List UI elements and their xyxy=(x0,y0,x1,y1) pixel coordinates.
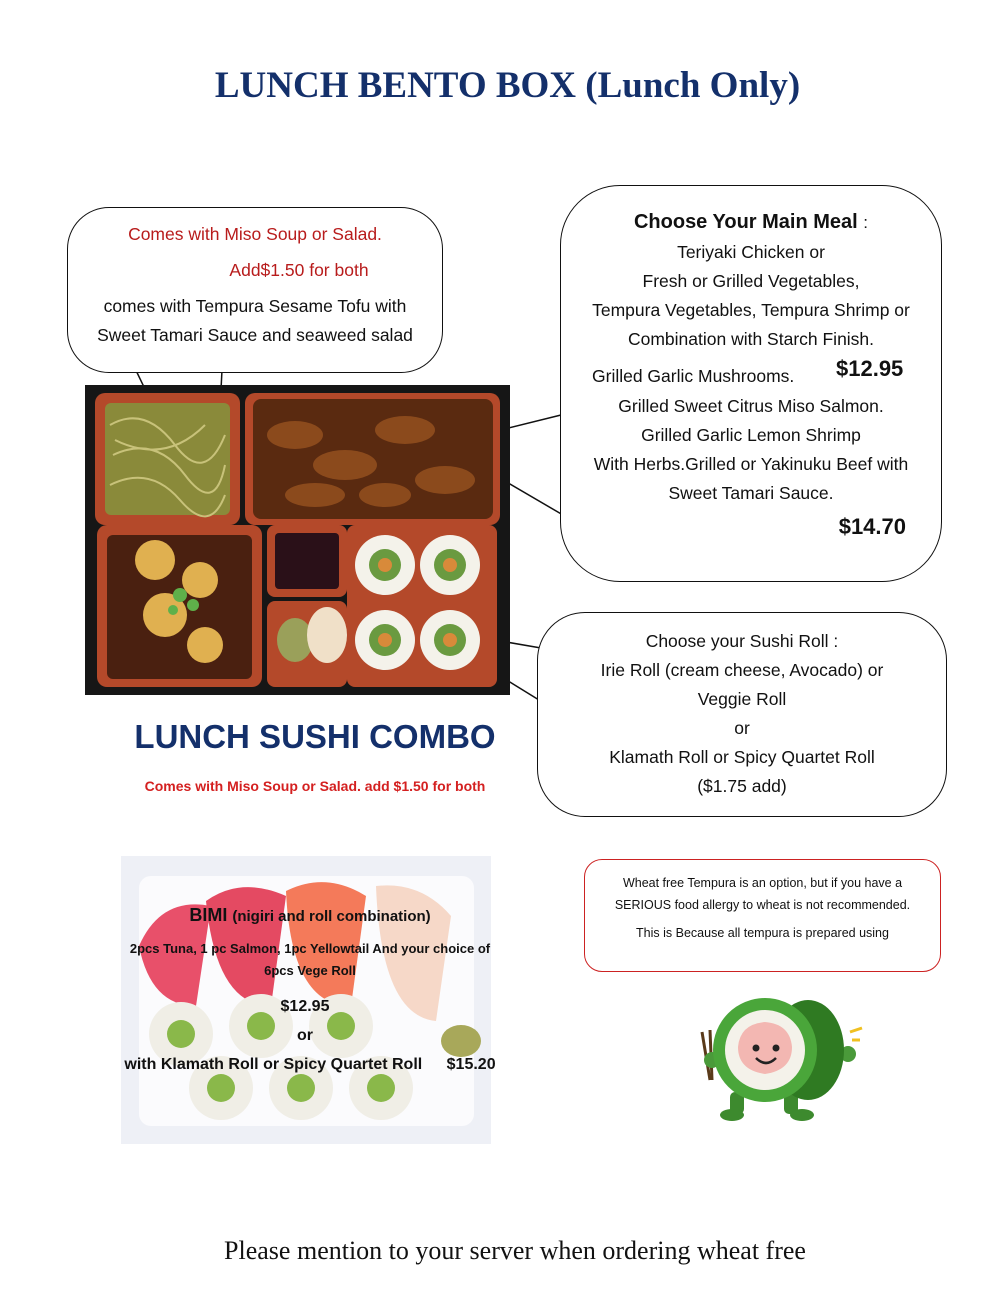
main-meal-item: With Herbs.Grilled or Yakinuku Beef with xyxy=(593,454,909,474)
main-meal-item: Grilled Sweet Citrus Miso Salmon. xyxy=(618,396,884,416)
main-meal-item: Sweet Tamari Sauce. xyxy=(668,483,834,503)
main-meal-callout xyxy=(560,185,942,582)
sushi-roll-line: Irie Roll (cream cheese, Avocado) or xyxy=(600,660,884,680)
bimi-line: 6pcs Vege Roll xyxy=(264,963,356,978)
price-tier-1: $12.95 xyxy=(836,356,904,381)
bento-box-photo xyxy=(85,385,510,695)
sushi-mascot-icon xyxy=(690,992,870,1124)
miso-soup-note: Comes with Miso Soup or Salad. xyxy=(128,224,382,244)
bimi-price-1: $12.95 xyxy=(280,998,330,1015)
bimi-heading xyxy=(100,900,520,932)
sushi-roll-line: Klamath Roll or Spicy Quartet Roll xyxy=(609,747,875,767)
notice-line: This is Because all tempura is prepared using xyxy=(636,926,889,940)
sushi-roll-line: ($1.75 add) xyxy=(697,776,787,796)
bimi-block xyxy=(100,900,520,1080)
footer-note: Please mention to your server when ordering wheat free xyxy=(224,1236,806,1265)
bimi-option-row xyxy=(100,1050,520,1080)
sushi-roll-line: Choose your Sushi Roll : xyxy=(645,631,839,651)
sushi-roll-callout xyxy=(537,612,947,817)
mushroom-item: Grilled Garlic Mushrooms. xyxy=(592,366,795,386)
price-tier-2: $14.70 xyxy=(838,514,906,539)
seaweed-note: Sweet Tamari Sauce and seaweed salad xyxy=(97,325,413,345)
bimi-desc: (nigiri and roll combination) xyxy=(232,908,431,925)
tofu-note: comes with Tempura Sesame Tofu with xyxy=(103,296,407,316)
bimi-name: BIMI xyxy=(189,905,228,925)
main-meal-item: Tempura Vegetables, Tempura Shrimp or xyxy=(592,300,910,320)
sides-callout xyxy=(67,207,443,373)
mushroom-row xyxy=(561,354,941,392)
add-both-note: Add$1.50 for both xyxy=(229,260,369,280)
sushi-roll-line: or xyxy=(734,718,750,738)
bimi-line: 2pcs Tuna, 1 pc Salmon, 1pc Yellowtail And your choice of xyxy=(129,941,491,956)
sushi-roll-line: Veggie Roll xyxy=(697,689,787,709)
main-meal-item: Grilled Garlic Lemon Shrimp xyxy=(641,425,861,445)
page-title: LUNCH BENTO BOX (Lunch Only) xyxy=(214,65,801,106)
main-meal-item: Teriyaki Chicken or xyxy=(677,242,825,262)
notice-line: SERIOUS food allergy to wheat is not recommended. xyxy=(614,898,911,912)
bimi-line: with Klamath Roll or Spicy Quartet Roll xyxy=(124,1056,423,1073)
main-meal-heading xyxy=(561,207,941,238)
bimi-price-2: $15.20 xyxy=(446,1056,496,1073)
bimi-or: or xyxy=(297,1027,313,1044)
main-meal-heading-text: Choose Your Main Meal xyxy=(633,211,858,233)
wheat-free-notice xyxy=(584,859,941,972)
combo-title: LUNCH SUSHI COMBO xyxy=(134,718,496,755)
combo-subtitle: Comes with Miso Soup or Salad. add $1.50 for both xyxy=(144,778,486,794)
main-meal-item: Fresh or Grilled Vegetables, xyxy=(642,271,860,291)
main-meal-item: Combination with Starch Finish. xyxy=(627,329,875,349)
notice-line: Wheat free Tempura is an option, but if you have a xyxy=(622,876,903,890)
main-meal-colon: : xyxy=(863,213,869,232)
